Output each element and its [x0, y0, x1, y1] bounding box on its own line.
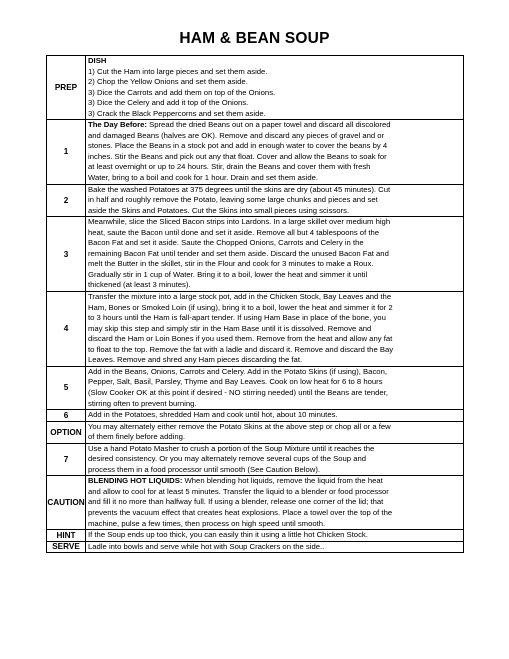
step-line: prevents the vacuum effect that creates heat explosions. Place a towel over the top of the	[88, 507, 393, 517]
step-line: Meanwhile, slice the Sliced Bacon strips into Lardons. In a large skillet over medium high	[88, 217, 391, 227]
step-line: Leaves. Remove and shred any Ham pieces discarding the fat.	[88, 355, 303, 365]
step-line: stirring often to prevent burning.	[88, 398, 197, 408]
step-label: HINT	[47, 530, 86, 542]
step-line: You may alternately either remove the Potato Skins at the above step or chop all or a few	[88, 421, 391, 431]
step-row-option	[47, 421, 464, 443]
step-line: aside the Skins and Potatoes. Cut the Skins into small pieces using scissors.	[88, 205, 350, 215]
step-line: (Slow Cooker OK at this point if desired - NO stirring needed) until the Beans are tender,	[88, 387, 388, 397]
step-line: Bake the washed Potatoes at 375 degrees until the skins are dry (about 45 minutes). Cut	[88, 184, 391, 194]
step-line: Add in the Beans, Onions, Carrots and Celery. Add in the Potato Skins (if using), Bacon,	[88, 366, 387, 376]
step-line: If the Soup ends up too thick, you can easily thin it using a little hot Chicken Stock.	[88, 530, 368, 540]
step-label: 5	[47, 366, 86, 409]
step-line: Ladle into bowls and serve while hot with Soup Crackers on the side..	[88, 541, 325, 551]
step-text	[86, 184, 464, 217]
step-text	[86, 476, 464, 530]
step-row-hint	[47, 530, 464, 542]
step-row-prep	[47, 56, 464, 120]
step-text	[86, 217, 464, 292]
step-line: 3) Dice the Celery and add it top of the Onions.	[88, 98, 249, 108]
step-label: 3	[47, 217, 86, 292]
page-title: HAM & BEAN SOUP	[179, 30, 330, 47]
step-line: of them finely before adding.	[88, 432, 186, 442]
step-line: melt the Butter in the skillet, stir in the Flour and cook for 3 minutes to make a Roux.	[88, 259, 374, 269]
step-row-2	[47, 184, 464, 217]
step-row-1	[47, 120, 464, 184]
step-line: stones. Place the Beans in a stock pot and add in enough water to cover the beans by 4	[88, 141, 388, 151]
step-label: SERVE	[47, 541, 86, 553]
step-row-caution	[47, 476, 464, 530]
step-line: and allow to cool for at least 5 minutes. Transfer the liquid to a blender or food processor	[88, 486, 389, 496]
step-row-7	[47, 443, 464, 476]
step-line: Water, bring to a boil and cook for 1 hour. Drain and set them aside.	[88, 173, 319, 183]
step-line: in half and roughly remove the Potato, leaving some large chunks and pieces and set	[88, 195, 378, 205]
step-line: Transfer the mixture into a large stock pot, add in the Chicken Stock, Bay Leaves and the	[88, 292, 392, 302]
step-line: remaining Bacon Fat until tender and set them aside. Discard the unused Bacon Fat and	[88, 248, 389, 258]
step-lead: The Day Before:	[88, 120, 147, 130]
step-line: to float to the top. Remove the fat with a ladle and discard it. Remove and discard the Bay	[88, 344, 394, 354]
step-line: at least overnight or up to 24 hours. Stir, drain the Beans and cover them with fresh	[88, 162, 371, 172]
step-line: DISH	[88, 56, 107, 65]
step-line: Gradually stir in 1 cup of Water. Bring it to a boil, lower the heat and simmer it until	[88, 269, 368, 279]
step-label: 2	[47, 184, 86, 217]
step-row-5	[47, 366, 464, 409]
step-text	[86, 530, 464, 542]
step-line: may skip this step and simply stir in the Ham Base until it is dissolved. Remove and	[88, 323, 372, 333]
step-row-3	[47, 217, 464, 292]
step-text	[86, 410, 464, 422]
step-line: and damaged Beans (halves are OK). Remove and discard any pieces of gravel and or	[88, 130, 385, 140]
step-line: Add in the Potatoes, shredded Ham and cook until hot, about 10 minutes.	[88, 410, 338, 420]
step-line: process them in a food processor until smooth (See Caution Below).	[88, 464, 321, 474]
step-line: Bacon Fat and set it aside. Saute the Chopped Onions, Carrots and Celery in the	[88, 238, 364, 248]
step-label: 7	[47, 443, 86, 476]
step-text	[86, 120, 464, 184]
step-line: Ham, Bones or Smoked Loin (if using), bring it to a boil, lower the heat and simmer it for 2	[88, 302, 393, 312]
step-line: Pepper, Salt, Basil, Parsley, Thyme and Bay Leaves. Cook on low heat for 6 to 8 hours	[88, 377, 383, 387]
step-row-4	[47, 292, 464, 367]
step-row-serve	[47, 541, 464, 553]
step-line: and fill it no more than halfway full. If using a blender, release one corner of the lid; that	[88, 497, 384, 507]
step-line: Use a hand Potato Masher to crush a portion of the Soup Mixture until it reaches the	[88, 443, 375, 453]
step-line: machine, pulse a few times, then process on high speed until smooth.	[88, 518, 326, 528]
step-text	[86, 292, 464, 367]
step-label: 4	[47, 292, 86, 367]
step-lead: BLENDING HOT LIQUIDS:	[88, 476, 183, 486]
step-label: PREP	[47, 56, 86, 120]
step-line: 2) Chop the Yellow Onions and set them aside.	[88, 77, 248, 87]
step-text	[86, 443, 464, 476]
step-label: 1	[47, 120, 86, 184]
step-label: CAUTION	[47, 476, 86, 530]
step-line: Spread the dried Beans out on a paper towel and discard all discolored	[146, 120, 391, 130]
step-label: 6	[47, 410, 86, 422]
step-line: heat, saute the Bacon until done and set it aside. Remove all but 4 tablespoons of the	[88, 227, 380, 237]
step-row-6	[47, 410, 464, 422]
step-line: thickened (at least 3 minutes).	[88, 280, 191, 290]
step-line: 3) Dice the Carrots and add them on top of the Onions.	[88, 87, 276, 97]
step-line: desired consistency. Or you may alternately remove several cups of the Soup and	[88, 454, 367, 464]
step-label: OPTION	[47, 421, 86, 443]
step-line: 1) Cut the Ham into large pieces and set them aside.	[88, 66, 268, 76]
step-text	[86, 421, 464, 443]
recipe-table	[46, 55, 464, 553]
step-text	[86, 56, 464, 120]
step-line: 3) Crack the Black Peppercorns and set them aside.	[88, 108, 266, 118]
step-text	[86, 366, 464, 409]
step-line: inches. Stir the Beans and pick out any that float. Cover and allow the Beans to soak for	[88, 151, 387, 161]
step-line: discard the Ham or Loin Bones if you used them. Remove from the heat and allow any fat	[88, 334, 393, 344]
step-text	[86, 541, 464, 553]
step-line: to 3 hours until the Ham is fall-apart tender. If using Ham Base in place of the bone, you	[88, 313, 386, 323]
step-line: When blending hot liquids, remove the liquid from the heat	[182, 476, 383, 486]
